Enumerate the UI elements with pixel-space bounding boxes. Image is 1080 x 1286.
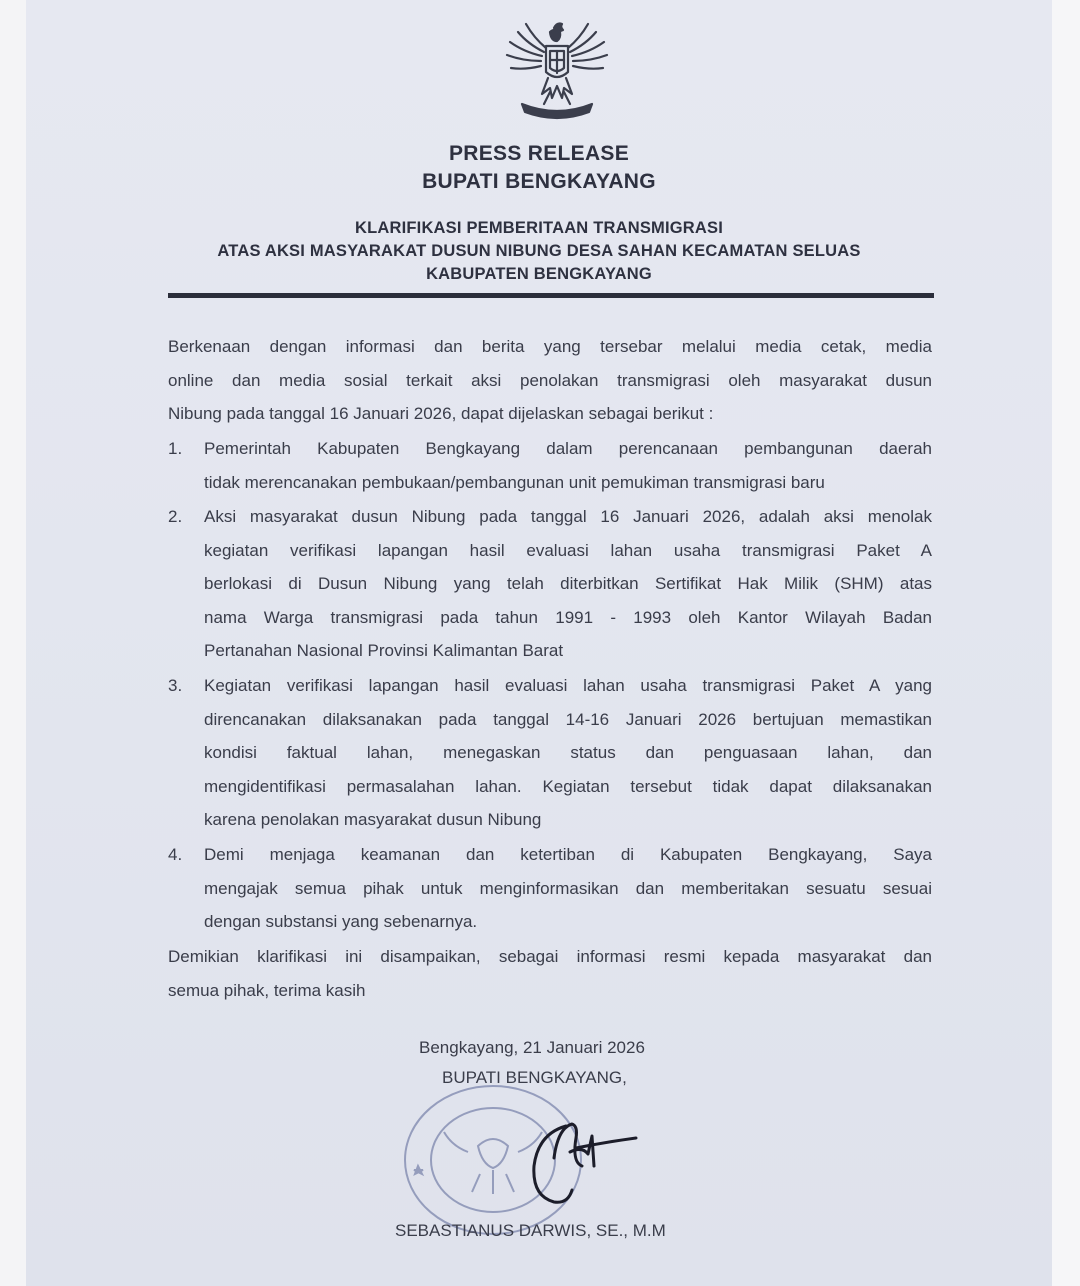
photo-left-margin (0, 0, 26, 1286)
intro-line: Nibung pada tanggal 16 Januari 2026, dapat dijelaskan sebagai berikut : (168, 404, 714, 423)
list-line: nama Warga transmigrasi pada tahun 1991 - 1993 oleh Kantor Wilayah Badan (204, 607, 932, 627)
handwritten-signature-icon (506, 1108, 646, 1218)
list-line: Aksi masyarakat dusun Nibung pada tanggal 16 Januari 2026, adalah aksi menolak (204, 507, 932, 526)
list-text (204, 669, 932, 837)
list-number: 1. (168, 439, 183, 458)
subject-line-1: KLARIFIKASI PEMBERITAAN TRANSMIGRASI (354, 219, 724, 237)
closing-paragraph (168, 940, 932, 1007)
list-line: Demi menjaga keamanan dan ketertiban di Kabupaten Bengkayang, Saya (204, 845, 932, 864)
list-number: 2. (168, 507, 183, 526)
list-line: Kegiatan verifikasi lapangan hasil evaluasi lahan usaha transmigrasi Paket A yang (204, 676, 932, 695)
list-line: karena penolakan masyarakat dusun Nibung (204, 810, 542, 829)
list-line: kegiatan verifikasi lapangan hasil evaluasi lahan usaha transmigrasi Paket A (204, 540, 932, 560)
intro-line: online dan media sosial terkait aksi penolakan transmigrasi oleh masyarakat dusun (168, 370, 932, 390)
list-line: direncanakan dilaksanakan pada tanggal 14-16 Januari 2026 bertujuan memastikan (204, 709, 932, 729)
closing-line: semua pihak, terima kasih (168, 980, 366, 1000)
place-and-date: Bengkayang, 21 Januari 2026 (419, 1038, 645, 1057)
document-title: PRESS RELEASE (448, 142, 630, 165)
list-line: dengan substansi yang sebenarnya. (204, 912, 478, 931)
header-divider (168, 293, 934, 298)
list-line: kondisi faktual lahan, menegaskan status dan penguasaan lahan, dan (204, 743, 932, 762)
list-text (204, 432, 932, 499)
list-line: berlokasi di Dusun Nibung yang telah diterbitkan Sertifikat Hak Milik (SHM) atas (204, 574, 932, 593)
subject-line-2: ATAS AKSI MASYARAKAT DUSUN NIBUNG DESA SAHAN KECAMATAN SELUAS (217, 242, 861, 260)
list-text (204, 838, 932, 939)
list-line: Pemerintah Kabupaten Bengkayang dalam perencanaan pembangunan daerah (204, 439, 932, 458)
garuda-emblem-icon (496, 18, 618, 122)
list-line: Pertanahan Nasional Provinsi Kalimantan Barat (204, 641, 564, 660)
signatory-office: BUPATI BENGKAYANG, (442, 1068, 627, 1087)
list-number: 3. (168, 676, 183, 695)
subject-line-3: KABUPATEN BENGKAYANG (426, 265, 652, 283)
list-line: mengidentifikasi permasalahan lahan. Kegiatan tersebut tidak dapat dilaksanakan (204, 776, 932, 796)
list-line: mengajak semua pihak untuk menginformasikan dan memberitakan sesuatu sesuai (204, 878, 932, 898)
intro-paragraph (168, 330, 932, 431)
press-release-document (26, 0, 1052, 1286)
signatory-name: SEBASTIANUS DARWIS, SE., M.M (395, 1221, 666, 1240)
document-issuer: BUPATI BENGKAYANG (422, 170, 656, 193)
intro-line: Berkenaan dengan informasi dan berita yang tersebar melalui media cetak, media (168, 337, 932, 356)
closing-line: Demikian klarifikasi ini disampaikan, sebagai informasi resmi kepada masyarakat dan (168, 947, 932, 966)
list-text (204, 500, 932, 668)
list-number: 4. (168, 845, 183, 864)
list-line: tidak merencanakan pembukaan/pembangunan unit pemukiman transmigrasi baru (204, 472, 825, 492)
photo-right-margin (1052, 0, 1080, 1286)
